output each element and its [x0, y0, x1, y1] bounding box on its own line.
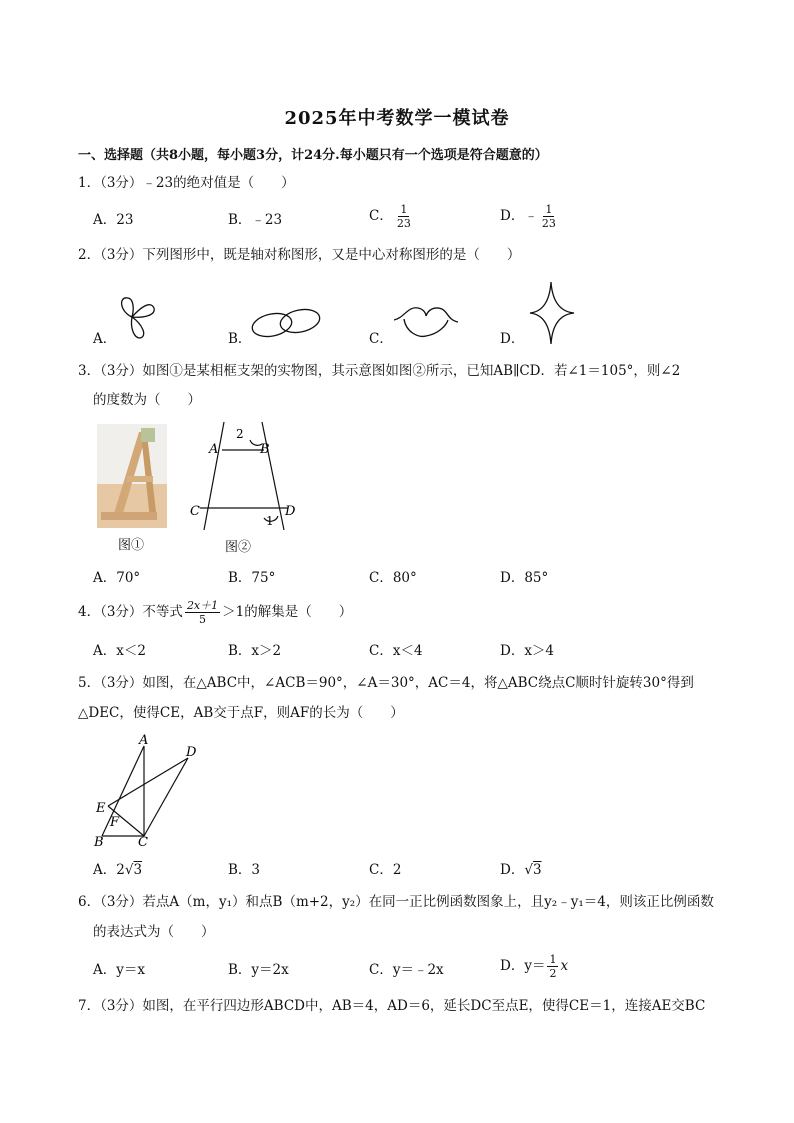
q6-option-c: C．y＝﹣2x — [369, 962, 444, 978]
q1-d-denominator: 23 — [541, 217, 556, 230]
q3-option-b: B．75° — [228, 570, 276, 586]
q4-fraction — [185, 599, 220, 626]
section-heading: 一、选择题（共8小题，每小题3分，计24分.每小题只有一个选项是符合题意的） — [78, 148, 548, 163]
q2-option-b-label: B． — [228, 331, 252, 347]
photo-frame-stand-image — [97, 424, 167, 528]
q1-option-a: A．23 — [93, 212, 134, 228]
q5-option-d-prefix: D． — [500, 862, 525, 878]
question-5-stem-line2: △DEC，使得CE，AB交于点F，则AF的长为（ ） — [78, 705, 404, 721]
q1-option-b: B．﹣23 — [228, 212, 283, 228]
angle-1-label: 1 — [266, 514, 274, 528]
q3-option-c: C．80° — [369, 570, 417, 586]
question-3-stem-line1: 3．（3分）如图①是某相框支架的实物图，其示意图如图②所示，已知AB∥CD．若∠1＝105°，则∠2 — [78, 363, 681, 379]
point-c-label: C — [190, 504, 200, 519]
point-a-label: A — [139, 733, 149, 748]
parallel-lines-diagram — [188, 418, 308, 530]
q1-c-numerator: 1 — [400, 203, 408, 216]
q3-option-d: D．85° — [500, 570, 549, 586]
question-2-stem: 2．（3分）下列图形中，既是轴对称图形，又是中心对称图形的是（ ） — [78, 247, 521, 263]
point-b-label: B — [260, 442, 270, 457]
q5-option-a — [93, 860, 142, 880]
question-1-stem: 1．（3分）﹣23的绝对值是（ ） — [78, 175, 295, 191]
q2-option-a-label: A． — [93, 331, 117, 347]
point-d-label: D — [285, 504, 296, 519]
sqrt-symbol: √ — [524, 862, 533, 878]
q6-option-a: A．y＝x — [93, 962, 145, 978]
q4-option-b: B．x＞2 — [228, 643, 282, 659]
q5-option-d — [500, 860, 542, 880]
rotated-triangle-diagram — [88, 732, 208, 850]
question-4-stem — [78, 599, 352, 626]
q6-option-d-suffix: x — [560, 958, 569, 974]
q6-option-b: B．y＝2x — [228, 962, 289, 978]
q5-a-radicand: 3 — [133, 862, 143, 878]
astroid-star-figure — [528, 280, 578, 346]
trefoil-figure — [112, 290, 172, 350]
q4-stem-suffix: ＞1的解集是（ ） — [222, 604, 353, 620]
q4-option-a: A．x＜2 — [93, 643, 146, 659]
q4-numerator: 2x＋1 — [186, 599, 219, 612]
question-6-stem-line2: 的表达式为（ ） — [93, 924, 215, 940]
question-7-stem-line1: 7．（3分）如图，在平行四边形ABCD中，AB＝4，AD＝6，延长DC至点E，使得CE＝1，连接AE交BC — [78, 998, 706, 1014]
q4-option-c: C．x＜4 — [369, 643, 423, 659]
point-f-label: F — [110, 815, 120, 830]
q1-option-c-label: C． — [369, 208, 393, 224]
q5-option-a-prefix: A．2 — [93, 862, 125, 878]
infinity-loops-figure — [248, 303, 328, 343]
q5-option-b: B．3 — [228, 862, 261, 878]
q2-option-d-label: D． — [500, 331, 525, 347]
q4-option-d: D．x＞4 — [500, 643, 555, 659]
q1-option-d — [500, 203, 560, 230]
point-d-label: D — [186, 745, 197, 760]
point-e-label: E — [96, 801, 106, 816]
point-a-label: A — [209, 442, 219, 457]
q3-option-a: A．70° — [93, 570, 141, 586]
q4-denominator: 5 — [199, 613, 207, 626]
question-6-stem-line1: 6．（3分）若点A（m，y₁）和点B（m+2，y₂）在同一正比例函数图象上，且y₂﹣y₁＝4，则该正比例函数 — [78, 894, 714, 910]
q1-option-d-fraction — [540, 203, 558, 230]
q6-d-fraction — [547, 953, 558, 980]
point-b-label: B — [94, 835, 104, 850]
q1-c-denominator: 23 — [396, 217, 411, 230]
q6-d-denominator: 2 — [549, 967, 557, 980]
q1-d-numerator: 1 — [545, 203, 553, 216]
q6-d-numerator: 1 — [549, 953, 557, 966]
q5-option-c: C．2 — [369, 862, 402, 878]
q6-option-d — [500, 953, 568, 980]
q1-option-d-label: D．﹣ — [500, 208, 538, 224]
figure-2-caption: 图② — [225, 540, 252, 555]
q1-option-c — [369, 203, 415, 230]
lips-curve-figure — [390, 300, 462, 344]
sqrt-symbol: √ — [124, 862, 134, 878]
figure-1-caption: 图① — [118, 538, 145, 553]
q2-option-c-label: C． — [369, 331, 393, 347]
q1-option-c-fraction — [395, 203, 413, 230]
q6-option-d-prefix: D．y＝ — [500, 958, 546, 974]
q4-stem-prefix: 4．（3分）不等式 — [78, 604, 183, 620]
question-5-stem-line1: 5．（3分）如图，在△ABC中，∠ACB＝90°，∠A＝30°，AC＝4，将△ABC绕点C顺时针旋转30°得到 — [78, 675, 694, 691]
question-3-stem-line2: 的度数为（ ） — [93, 392, 201, 408]
page-title: 2025年中考数学一模试卷 — [284, 108, 510, 129]
q5-d-radicand: 3 — [532, 862, 542, 878]
angle-2-label: 2 — [236, 427, 244, 441]
point-c-label: C — [138, 835, 148, 850]
